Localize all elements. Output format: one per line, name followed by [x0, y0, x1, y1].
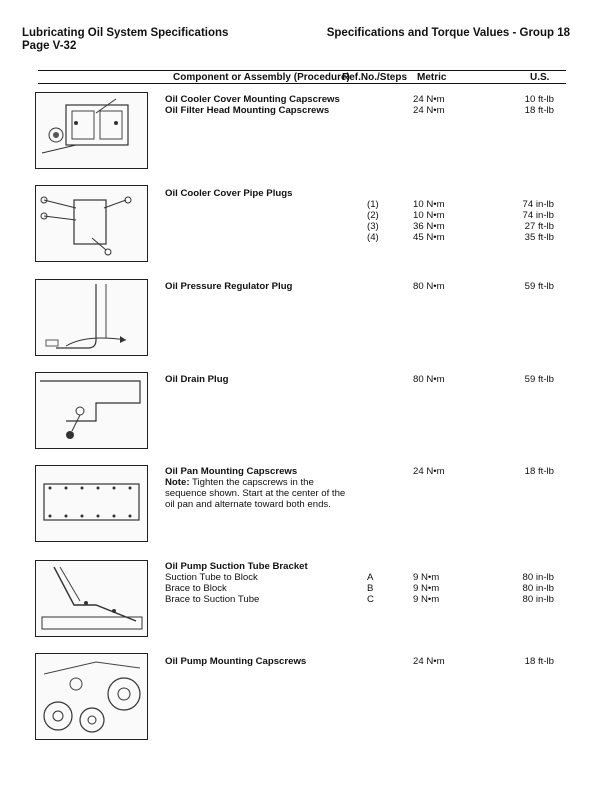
- row3-us: 59 ft-lb: [524, 281, 554, 292]
- note-text: Tighten the capscrews in the sequence shown. Start at the center of the oil pan and alternate toward both ends.: [165, 477, 346, 510]
- row7-us: 18 ft-lb: [524, 656, 554, 667]
- suction-tube-illustration: [35, 560, 148, 637]
- regulator-plug-illustration: [35, 279, 148, 356]
- table-top-rule: [38, 70, 566, 71]
- row1-title-1: Oil Cooler Cover Mounting Capscrews: [165, 94, 340, 105]
- row1-us-1: 10 ft-lb: [524, 94, 554, 105]
- row6-metric-2: 9 N•m: [413, 583, 440, 594]
- row6-ref-b: B: [367, 583, 374, 594]
- oil-cooler-illustration: [35, 92, 148, 169]
- col-us: U.S.: [530, 72, 550, 83]
- row1-us: [500, 94, 554, 116]
- row1-metric-2: 24 N•m: [413, 105, 445, 116]
- row2-ref-1: (1): [367, 199, 379, 210]
- row2-us-3: 27 ft-lb: [524, 221, 554, 232]
- row6-metric-3: 9 N•m: [413, 594, 440, 605]
- row5-title: Oil Pan Mounting Capscrews: [165, 466, 298, 477]
- row1-titles: [165, 94, 340, 116]
- note-label: Note:: [165, 477, 190, 488]
- row4-metric: 80 N•m: [413, 374, 445, 385]
- row6-metric-1: 9 N•m: [413, 572, 440, 583]
- row1-title-2: Oil Filter Head Mounting Capscrews: [165, 105, 330, 116]
- row2-refs: [367, 199, 397, 243]
- row2-us: [500, 199, 554, 243]
- row5-note: [165, 477, 355, 510]
- drain-plug-illustration: [35, 372, 148, 449]
- row2-us-2: 74 in-lb: [522, 210, 554, 221]
- row7-metric: 24 N•m: [413, 656, 445, 667]
- row2-metric-1: 10 N•m: [413, 199, 445, 210]
- row7-title: Oil Pump Mounting Capscrews: [165, 656, 307, 667]
- row2-metric-4: 45 N•m: [413, 232, 445, 243]
- table-header-rule: [38, 83, 566, 84]
- row2-ref-2: (2): [367, 210, 379, 221]
- row4-us: 59 ft-lb: [524, 374, 554, 385]
- page-number: Page V-32: [22, 40, 77, 52]
- row6-us-2: 80 in-lb: [522, 583, 554, 594]
- row1-us-2: 18 ft-lb: [524, 105, 554, 116]
- row6-ref-a: A: [367, 572, 374, 583]
- row5-us: 18 ft-lb: [524, 466, 554, 477]
- row6-item-3: Brace to Suction Tube: [165, 594, 260, 605]
- row6-refs: [367, 572, 397, 605]
- pipe-plugs-illustration: [35, 185, 148, 262]
- row6-title: Oil Pump Suction Tube Bracket: [165, 561, 308, 572]
- col-metric: Metric: [417, 72, 447, 83]
- row6-us: [500, 572, 554, 605]
- page-header-left: [22, 27, 228, 53]
- row2-metric-3: 36 N•m: [413, 221, 445, 232]
- row6-us-1: 80 in-lb: [522, 572, 554, 583]
- row2-metric: [413, 199, 473, 243]
- col-ref: Ref.No./Steps: [342, 72, 408, 83]
- row6-item-2: Brace to Block: [165, 583, 227, 594]
- row2-metric-2: 10 N•m: [413, 210, 445, 221]
- row6-metric: [413, 572, 473, 605]
- row2-title: Oil Cooler Cover Pipe Plugs: [165, 188, 293, 199]
- row6-us-3: 80 in-lb: [522, 594, 554, 605]
- row4-title: Oil Drain Plug: [165, 374, 229, 385]
- group-title: Specifications and Torque Values - Group 18: [326, 27, 570, 39]
- row3-metric: 80 N•m: [413, 281, 445, 292]
- row2-us-1: 74 in-lb: [522, 199, 554, 210]
- row2-ref-3: (3): [367, 221, 379, 232]
- row3-title: Oil Pressure Regulator Plug: [165, 281, 293, 292]
- oil-pan-sequence-illustration: [35, 465, 148, 542]
- row5-block: [165, 466, 355, 510]
- row6-block: [165, 561, 308, 605]
- row6-item-1: Suction Tube to Block: [165, 572, 258, 583]
- row1-metric: [413, 94, 473, 116]
- row6-ref-c: C: [367, 594, 374, 605]
- section-title: Lubricating Oil System Specifications: [22, 27, 229, 39]
- oil-pump-illustration: [35, 653, 148, 740]
- col-component: Component or Assembly (Procedure): [173, 72, 350, 83]
- row2-us-4: 35 ft-lb: [524, 232, 554, 243]
- row1-metric-1: 24 N•m: [413, 94, 445, 105]
- row5-metric: 24 N•m: [413, 466, 445, 477]
- row2-ref-4: (4): [367, 232, 379, 243]
